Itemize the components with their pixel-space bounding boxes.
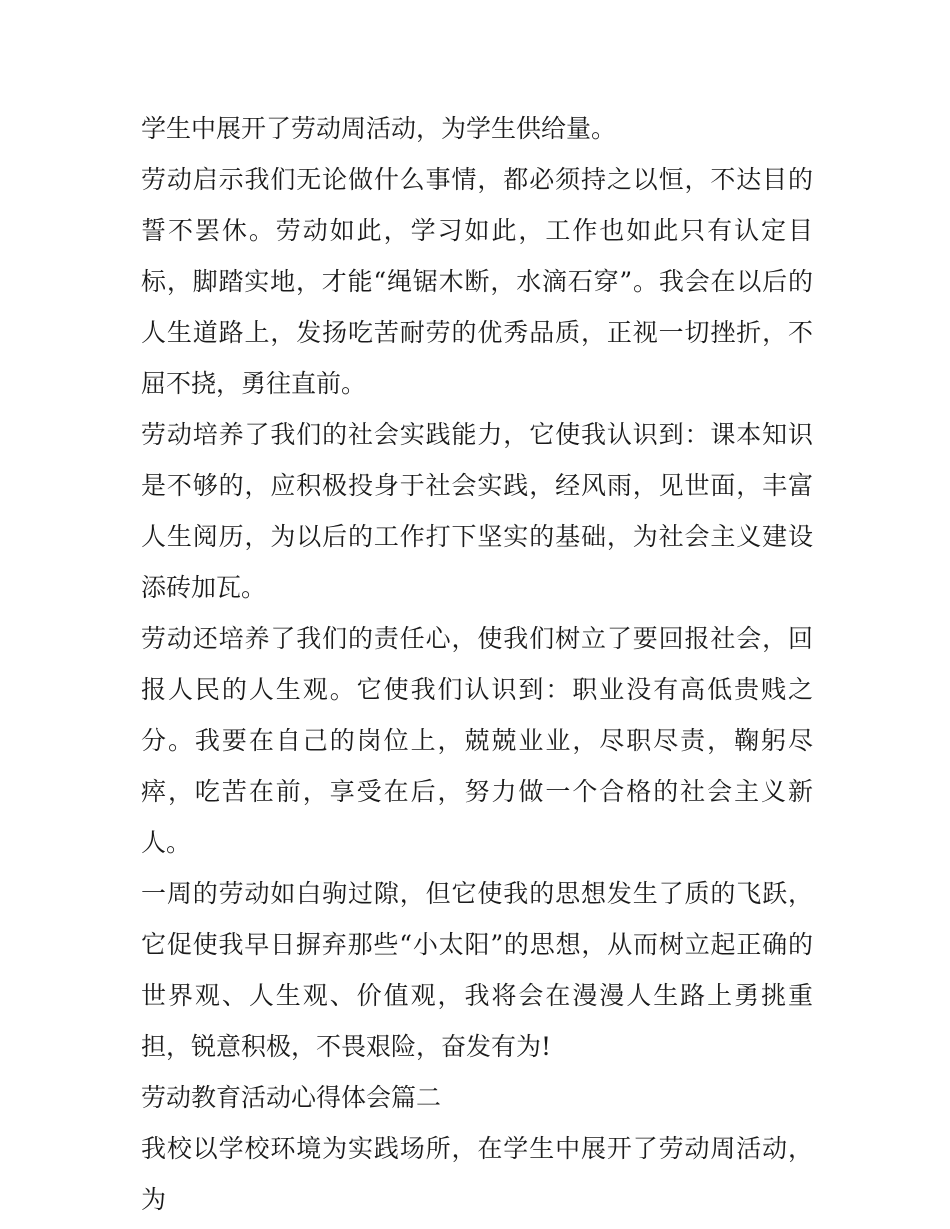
paragraph-section-two-start: 我校以学校环境为实践场所，在学生中展开了劳动周活动，为	[141, 1134, 813, 1214]
paragraph-responsibility: 劳动还培养了我们的责任心，使我们树立了要回报社会，回报人民的人生观。它使我们认识到：职业没有高低贵贱之分。我要在自己的岗位上，兢兢业业，尽职尽责，鞠躬尽瘁，吃苦在前，享受在后，努力做一个合格的社会主义新人。	[141, 624, 813, 857]
paragraph-social-practice: 劳动培养了我们的社会实践能力，它使我认识到：课本知识是不够的，应积极投身于社会实践，经风雨，见世面，丰富人生阅历，为以后的工作打下坚实的基础，为社会主义建设添砖加瓦。	[141, 420, 813, 602]
document-body	[141, 103, 813, 1225]
paragraph-perseverance: 劳动启示我们无论做什么事情，都必须持之以恒，不达目的誓不罢休。劳动如此，学习如此，工作也如此只有认定目标，脚踏实地，才能“绳锯木断，水滴石穿”。我会在以后的人生道路上，发扬吃苦耐劳的优秀品质，正视一切挫折，不屈不挠，勇往直前。	[141, 165, 813, 398]
section-heading: 劳动教育活动心得体会篇二	[141, 1083, 442, 1112]
paragraph-intro: 学生中展开了劳动周活动，为学生供给量。	[141, 114, 617, 143]
paragraph-conclusion: 一周的劳动如白驹过隙，但它使我的思想发生了质的飞跃，它促使我早日摒弃那些“小太阳”的思想，从而树立起正确的世界观、人生观、价值观，我将会在漫漫人生路上勇挑重担，锐意积极，不畏艰险，奋发有为!	[141, 879, 813, 1061]
